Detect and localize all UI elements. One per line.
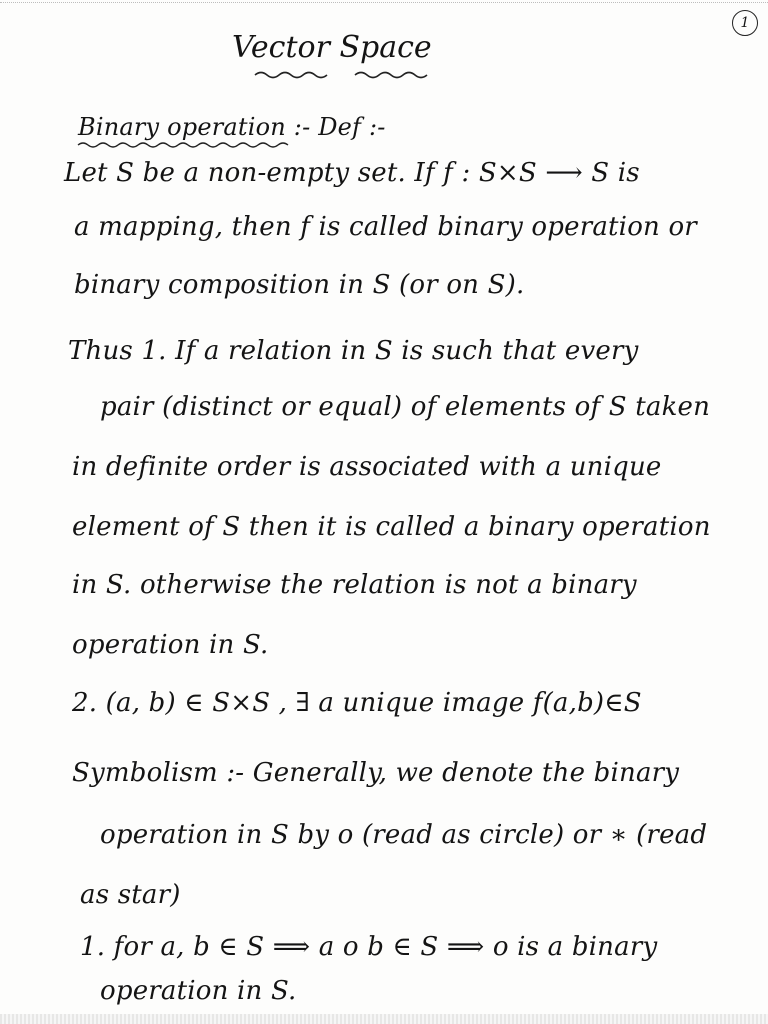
text-line: pair (distinct or equal) of elements of S taken bbox=[100, 392, 711, 422]
page-top-edge bbox=[0, 2, 768, 4]
text-line: operation in S. bbox=[100, 976, 297, 1006]
page-title: Vector Space bbox=[232, 30, 432, 65]
text-line: Thus 1. If a relation in S is such that every bbox=[68, 336, 639, 366]
text-line: Let S be a non-empty set. If f : S×S ⟶ S is bbox=[64, 158, 640, 188]
text-line: in definite order is associated with a unique bbox=[72, 452, 662, 482]
text-line: operation in S by o (read as circle) or ∗ (read bbox=[100, 820, 708, 850]
text-line: element of S then it is called a binary operation bbox=[72, 512, 711, 542]
heading-underline bbox=[78, 141, 293, 149]
text-line: Symbolism :- Generally, we denote the binary bbox=[72, 758, 680, 788]
page-number: 1 bbox=[732, 10, 758, 36]
text-line: in S. otherwise the relation is not a binary bbox=[72, 570, 637, 600]
page-bottom-edge bbox=[0, 1014, 768, 1024]
section-heading: Binary operation :- Def :- bbox=[78, 113, 386, 141]
text-line: binary composition in S (or on S). bbox=[74, 270, 525, 300]
text-line: 1. for a, b ∈ S ⟹ a o b ∈ S ⟹ o is a binary bbox=[80, 932, 658, 962]
text-line: a mapping, then f is called binary operation or bbox=[74, 212, 697, 242]
text-line: 2. (a, b) ∈ S×S , ∃ a unique image f(a,b)∈S bbox=[72, 688, 642, 718]
text-line: operation in S. bbox=[72, 630, 269, 660]
title-underline bbox=[255, 70, 455, 80]
text-line: as star) bbox=[80, 880, 181, 910]
